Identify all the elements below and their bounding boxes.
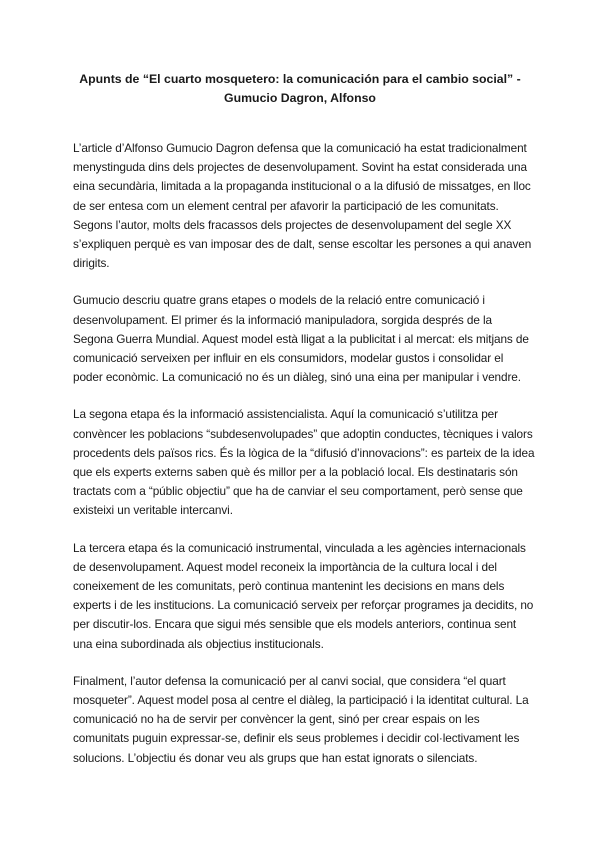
paragraph-stage-4: Finalment, l’autor defensa la comunicació per al canvi social, que considera “el quart mosqueter”. Aquest model posa al centre el diàleg, la participació i la identitat cultural. La comunicació no ha de servir per convèncer la gent, sinó per crear espais on les comunitats puguin expressar-se, definir els seus problemes i decidir col·lectivament les solucions. L’objectiu és donar veu als grups que han estat ignorats o silenciats. [73, 673, 529, 765]
paragraph-stage-3: La tercera etapa és la comunicació instrumental, vinculada a les agències internacionals de desenvolupament. Aquest model reconeix la importància de la cultura local i del coneixement de les comunitats, però continua mantenint les decisions en mans dels experts i de les institucions. La comunicació serveix per reforçar programes ja decidits, no per discutir-los. Encara que sigui més sensible que els models anteriors, continua sent una eina subordinada als objectius institucionals. [73, 540, 534, 651]
paragraph-stage-1: Gumucio descriu quatre grans etapes o models de la relació entre comunicació i desenvolupament. El primer és la informació manipuladora, sorgida després de la Segona Guerra Mundial. Aquest model està lligat a la publicitat i al mercat: els mitjans de comunicació serveixen per influir en els consumidors, modelar gustos i consolidar el poder econòmic. La comunicació no és un diàleg, sinó una eina per manipular i vendre. [73, 293, 529, 385]
document-title: Apunts de “El cuarto mosquetero: la comunicación para el cambio social” - Gumucio Dagron, Alfonso [79, 72, 521, 105]
paragraph-intro: L’article d’Alfonso Gumucio Dagron defensa que la comunicació ha estat tradicionalment menystinguda dins dels projectes de desenvolupament. Sovint ha estat considerada una eina secundària, limitada a la propaganda institucional o a la difusió de missatges, en lloc de ser entesa com un element central per afavorir la participació de les comunitats. Segons l’autor, molts dels fracassos dels projectes de desenvolupament del segle XX s’expliquen perquè es van imposar des de dalt, sense escoltar les persones a qui anaven dirigits. [73, 141, 532, 271]
paragraph-stage-2: La segona etapa és la informació assistencialista. Aquí la comunicació s’utilitza per convèncer les poblacions “subdesenvolupades” que adoptin conductes, tècniques i valors procedents dels països rics. És la lògica de la “difusió d’innovacions”: es parteix de la idea que els experts externs saben què és millor per a la població local. Els destinataris són tractats com a “públic objectiu” que ha de canviar el seu comportament, però sense que existeixi un veritable intercanvi. [73, 407, 535, 518]
document-body [73, 139, 535, 786]
